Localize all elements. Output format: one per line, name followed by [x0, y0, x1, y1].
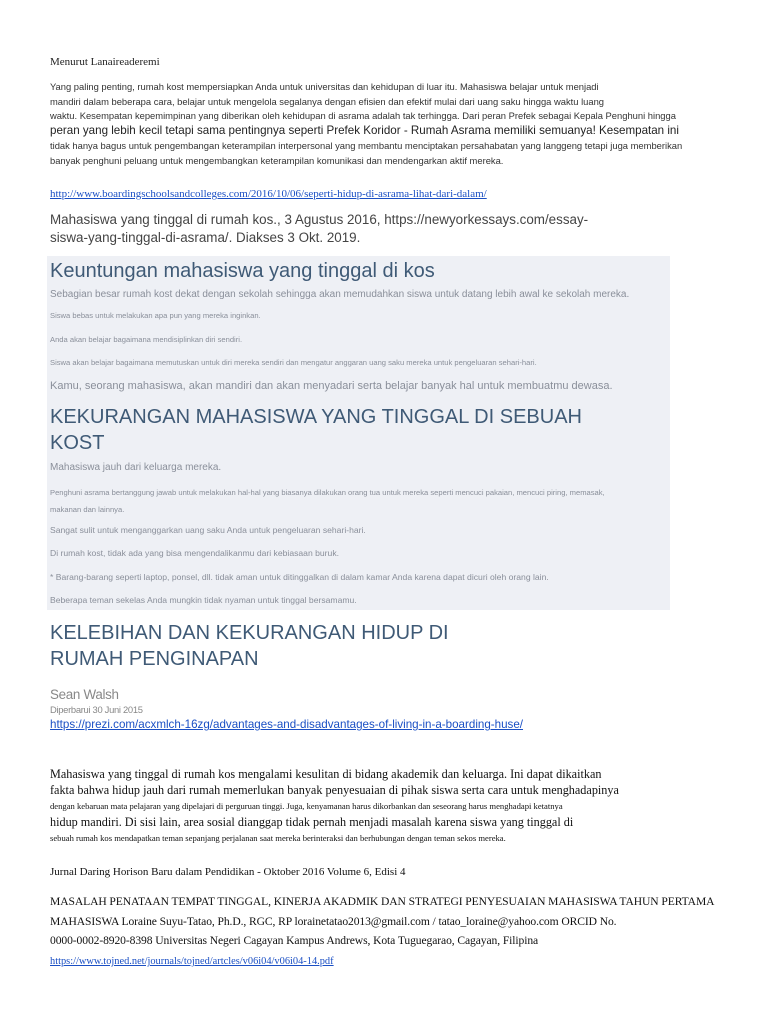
heading-line: KELEBIHAN DAN KEKURANGAN HIDUP DI	[50, 622, 449, 644]
advantage-item: Siswa akan belajar bagaimana memutuskan untuk diri mereka sendiri dan mengatur anggaran uang saku mereka untuk pengeluaran sehari-hari.	[50, 358, 537, 367]
journal-article-info	[50, 892, 762, 951]
advantage-item: Sebagian besar rumah kost dekat dengan sekolah sehingga akan memudahkan siswa untuk datang lebih awal ke sekolah mereka.	[50, 289, 630, 300]
updated-date: Diperbarui 30 Juni 2015	[50, 704, 143, 715]
boarding-schools-link[interactable]: http://www.boardingschoolsandcolleges.com/2016/10/06/seperti-hidup-di-asrama-lihat-dari-dalam/	[50, 188, 487, 200]
academic-paragraph	[50, 766, 762, 846]
intro-line: Yang paling penting, rumah kost mempersiapkan Anda untuk universitas dan kehidupan di luar itu. Mahasiswa belajar untuk menjadi	[50, 81, 599, 92]
heading-line: RUMAH PENGINAPAN	[50, 648, 259, 670]
intro-line: waktu. Kesempatan kepemimpinan yang diberikan oleh kehidupan di asrama adalah tak terhingga. Dari peran Prefek sebagai Kepala Penghuni hingga	[50, 110, 676, 122]
intro-line: peran yang lebih kecil tetapi sama pentingnya seperti Prefek Koridor - Rumah Asrama memiliki semuanya! Kesempatan ini	[50, 124, 679, 138]
advantage-item: Kamu, seorang mahasiswa, akan mandiri dan akan menyadari serta belajar banyak hal untuk membuatmu dewasa.	[50, 380, 613, 392]
citation-line: Mahasiswa yang tinggal di rumah kos., 3 Agustus 2016, https://newyorkessays.com/essay-	[50, 212, 589, 227]
disadvantage-item: Beberapa teman sekelas Anda mungkin tidak nyaman untuk tinggal bersamamu.	[50, 595, 357, 605]
tojned-link[interactable]: https://www.tojned.net/journals/tojned/artcles/v06i04/v06i04-14.pdf	[50, 956, 334, 967]
pros-cons-heading	[50, 620, 762, 672]
disadvantage-line: makanan dan lainnya.	[50, 505, 125, 514]
disadvantage-item: * Barang-barang seperti laptop, ponsel, dll. tidak aman untuk ditinggalkan di dalam kamar Anda karena dapat dicuri oleh orang lain.	[50, 572, 549, 582]
intro-line: mandiri dalam beberapa cara, belajar untuk mengelola segalanya dengan efisien dan efektif mulai dari uang saku hingga waktu luang	[50, 95, 605, 107]
source-title: Menurut Lanaireaderemi	[50, 56, 160, 68]
article-line: MASALAH PENATAAN TEMPAT TINGGAL, KINERJA AKADMIK DAN STRATEGI PENYESUAIAN MAHASISWA TAHUN PERTAMA	[50, 895, 715, 908]
disadvantage-item: Mahasiswa jauh dari keluarga mereka.	[50, 462, 222, 473]
prezi-link[interactable]: https://prezi.com/acxmlch-16zg/advantages-and-disadvantages-of-living-in-a-boarding-huse/	[50, 718, 524, 731]
article-line: MAHASISWA Loraine Suyu-Tatao, Ph.D., RGC, RP lorainetatao2013@gmail.com / tatao_loraine@yahoo.com ORCID No.	[50, 914, 617, 928]
advantages-heading: Keuntungan mahasiswa yang tinggal di kos	[50, 260, 435, 282]
paragraph-line: dengan kebaruan mata pelajaran yang dipelajari di perguruan tinggi. Juga, kenyamanan harus dikorbankan dan seseorang harus menghadapi ketatnya	[50, 801, 563, 811]
advantage-item: Siswa bebas untuk melakukan apa pun yang mereka inginkan.	[50, 311, 261, 320]
paragraph-line: sebuah rumah kos mendapatkan teman sepanjang perjalanan saat mereka berinteraksi dan berhubungan dengan teman sekos mereka.	[50, 833, 506, 843]
author-name: Sean Walsh	[50, 687, 119, 702]
intro-paragraph	[50, 80, 762, 168]
advantage-item: Anda akan belajar bagaimana mendisiplinkan diri sendiri.	[50, 335, 243, 344]
intro-line: tidak hanya bagus untuk pengembangan keterampilan interpersonal yang membantu menciptakan persahabatan yang langgeng tetapi juga memberikan	[50, 139, 683, 151]
disadvantage-item	[50, 484, 762, 518]
paragraph-line: Mahasiswa yang tinggal di rumah kos mengalami kesulitan di bidang akademik dan keluarga. Ini dapat dikaitkan	[50, 767, 602, 781]
heading-line: KEKURANGAN MAHASISWA YANG TINGGAL DI SEBUAH	[50, 406, 582, 428]
disadvantage-line: Penghuni asrama bertanggung jawab untuk melakukan hal-hal yang biasanya dilakukan orang tua untuk mereka seperti mencuci pakaian, mencuci piring, memasak,	[50, 488, 605, 497]
paragraph-line: fakta bahwa hidup jauh dari rumah memerlukan banyak penyesuaian di pihak siswa serta cara untuk menghadapinya	[50, 783, 619, 797]
citation-line: siswa-yang-tinggal-di-asrama/. Diakses 3 Okt. 2019.	[50, 230, 361, 245]
disadvantages-heading	[50, 404, 762, 456]
paragraph-line: hidup mandiri. Di sisi lain, area sosial dianggap tidak pernah menjadi masalah karena siswa yang tinggal di	[50, 815, 574, 829]
journal-name: Jurnal Daring Horison Baru dalam Pendidikan - Oktober 2016 Volume 6, Edisi 4	[50, 866, 406, 878]
heading-line: KOST	[50, 432, 105, 454]
disadvantage-item: Di rumah kost, tidak ada yang bisa mengendalikanmu dari kebiasaan buruk.	[50, 548, 340, 558]
disadvantage-item: Sangat sulit untuk menganggarkan uang saku Anda untuk pengeluaran sehari-hari.	[50, 525, 366, 535]
article-line: 0000-0002-8920-8398 Universitas Negeri Cagayan Kampus Andrews, Kota Tuguegarao, Cagayan, Filipina	[50, 934, 539, 947]
citation	[50, 211, 762, 247]
intro-line: banyak penghuni peluang untuk mengembangkan keterampilan komunikasi dan mendengarkan aktif mereka.	[50, 154, 504, 166]
